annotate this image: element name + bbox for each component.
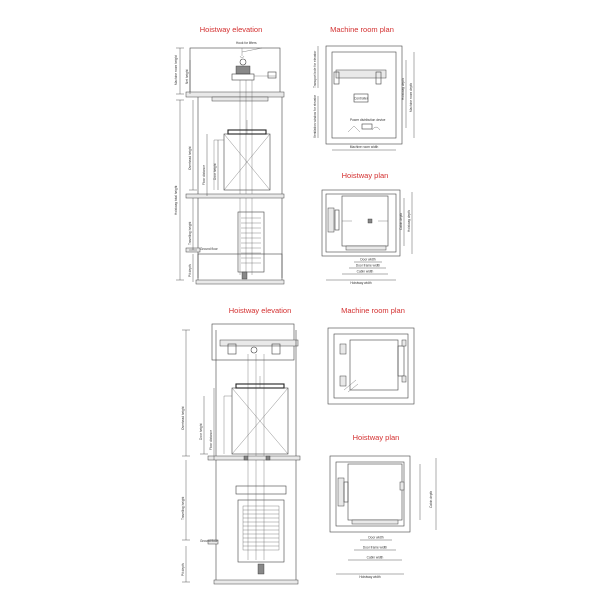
bottom-hp-cabin-depth-label: Cabin depth: [429, 490, 433, 508]
top-hp-door-frame-width-label: Door frame width: [355, 263, 381, 268]
bottom-elevation-title: Hoistway elevation: [228, 306, 292, 315]
top-elev-machine-room-height-label: Machine room height: [174, 55, 178, 85]
top-elev-floor-distance-label: Floor distance: [202, 164, 206, 185]
bottom-hoistway-title: Hoistway plan: [352, 433, 400, 442]
top-elevation-title: Hoistway elevation: [199, 25, 263, 34]
top-elev-door-height-label: Door height: [213, 163, 217, 180]
top-elev-traction-machine: [236, 66, 250, 74]
top-elev-hoistway-total-height-label: Hoistway total height: [174, 185, 178, 215]
bottom-hp-door-width-label: Door width: [368, 535, 384, 540]
top-hp-door-width-label: Door width: [360, 257, 376, 262]
top-elev-ground-floor-label: Ground floor: [200, 247, 218, 251]
top-hoistway-plan-drawing: [322, 190, 412, 285]
top-mr-machine-room-depth-label: Machine room depth: [409, 82, 413, 112]
top-mr-controller-label: Controller: [354, 96, 368, 101]
top-elev-machine-room: [190, 48, 280, 94]
bottom-hoistway-plan-drawing: [330, 456, 436, 579]
bottom-elev-door-height-label: Door height: [199, 423, 203, 440]
bottom-elev-pit-depth-label: Pit depth: [181, 563, 185, 576]
bottom-elev-top-beam: [220, 340, 298, 346]
top-mr-outer-wall: [326, 46, 402, 144]
bottom-machine-room-title: Machine room plan: [341, 306, 405, 315]
bottom-elev-counterweight: [238, 500, 284, 562]
top-elev-overhead-height-label: Overhead height: [188, 146, 192, 170]
bottom-mr-machine-base: [350, 340, 398, 390]
top-machine-room-title: Machine room plan: [330, 25, 394, 34]
bottom-hp-cabin: [348, 464, 402, 520]
top-mr-transport-hole-label: Transport hole for elevator: [313, 50, 317, 88]
top-elev-pit-depth-label: Pit depth: [188, 264, 192, 277]
top-elev-hook-label: Hook for lifters: [236, 41, 257, 45]
top-hp-cabin-depth-label: Cabin depth: [399, 212, 403, 230]
top-elev-floor-slab: [186, 194, 284, 198]
bottom-elev-ground-floor-label: Ground floor: [200, 539, 218, 543]
bottom-machine-room-plan-drawing: [328, 328, 414, 404]
top-mr-ventilation-label: Ventilation window for elevator: [313, 94, 317, 138]
top-mr-power-device-label: Power distribution device: [350, 118, 386, 122]
top-elev-machine-floor-slab: [186, 92, 284, 97]
top-mr-machine-room-width-label: Machine room width: [349, 145, 379, 149]
top-hoistway-elevation-drawing: [174, 41, 284, 284]
top-hoistway-title: Hoistway plan: [341, 171, 389, 180]
top-elev-net-height-label: Net height: [185, 69, 189, 84]
top-mr-hoistway-depth-label: Hoistway depth: [401, 78, 405, 100]
top-elev-travelling-height-label: Travelling height: [188, 221, 192, 245]
top-hp-cabin-width-label: Cabin width: [356, 269, 374, 274]
bottom-hp-cabin-width-label: Cabin width: [366, 555, 384, 560]
bottom-hp-hoistway-width-label: Hoistway width: [359, 575, 381, 579]
top-hp-hoistway-depth-label: Hoistway depth: [407, 210, 411, 232]
bottom-hoistway-elevation-drawing: [181, 324, 300, 584]
bottom-elev-floor-distance-label: Floor distance: [209, 429, 213, 450]
bottom-mr-outer-wall: [328, 328, 414, 404]
top-hp-hoistway-width-label: Hoistway width: [350, 281, 372, 285]
bottom-elev-overhead-height-label: Overhead height: [181, 406, 185, 430]
bottom-hp-door-frame-width-label: Door frame width: [362, 545, 388, 550]
top-machine-room-plan-drawing: [313, 46, 414, 150]
bottom-elev-travelling-height-label: Travelling height: [181, 496, 185, 520]
